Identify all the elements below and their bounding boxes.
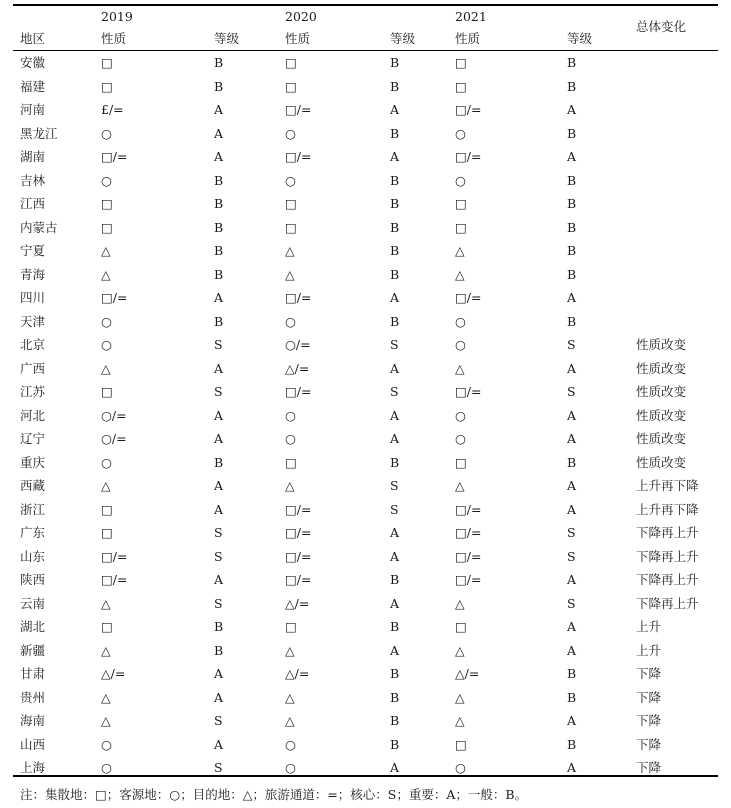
region-cell: 吉林 <box>20 172 46 188</box>
nature-2021-cell: △ <box>455 478 465 493</box>
nature-2019-cell: ○ <box>101 313 112 329</box>
table-row <box>0 709 731 733</box>
region-cell: 青海 <box>20 266 46 282</box>
nature-header-2021: 性质 <box>455 31 481 46</box>
grade-2021-cell: B <box>567 172 577 188</box>
grade-2020-cell: S <box>390 501 399 517</box>
grade-2021-cell: A <box>567 149 577 164</box>
grade-2019-cell: B <box>214 196 224 211</box>
grade-2021-cell: B <box>567 454 577 470</box>
nature-2020-cell: △ <box>285 243 295 258</box>
nature-2021-cell: □/= <box>455 501 482 517</box>
table-bottom-rule <box>13 775 718 777</box>
table-row <box>0 357 731 381</box>
grade-2021-cell: S <box>567 525 576 540</box>
region-cell: 山东 <box>20 548 46 564</box>
region-cell: 湖南 <box>20 149 46 164</box>
nature-2020-cell: ○ <box>285 125 296 141</box>
grade-2019-cell: S <box>214 713 223 728</box>
grade-header-2021: 等级 <box>567 31 593 46</box>
grade-2020-cell: B <box>390 172 400 188</box>
change-cell: 上升再下降 <box>636 478 699 493</box>
table-row <box>0 686 731 710</box>
nature-2019-cell: □/= <box>101 149 128 164</box>
grade-2019-cell: S <box>214 525 223 540</box>
table-row <box>0 192 731 216</box>
change-cell: 性质改变 <box>636 431 687 446</box>
change-cell: 下降再上升 <box>636 548 699 564</box>
region-cell: 广东 <box>20 525 46 540</box>
nature-2020-cell: □/= <box>285 525 312 540</box>
grade-2020-cell: A <box>390 431 400 446</box>
grade-2021-cell: B <box>567 55 577 70</box>
nature-2020-cell: △ <box>285 478 295 493</box>
table-row <box>0 216 731 240</box>
table-row <box>0 521 731 545</box>
table-row <box>0 75 731 99</box>
grade-2019-cell: A <box>214 736 224 752</box>
nature-2019-cell: △ <box>101 360 111 376</box>
nature-header-2020: 性质 <box>285 31 311 46</box>
region-cell: 辽宁 <box>20 431 46 446</box>
region-cell: 天津 <box>20 313 46 329</box>
change-cell: 下降 <box>636 736 662 752</box>
region-cell: 湖北 <box>20 619 46 634</box>
grade-2021-cell: B <box>567 243 577 258</box>
nature-2019-cell: □ <box>101 78 113 94</box>
nature-2020-cell: □ <box>285 219 297 235</box>
region-cell: 安徽 <box>20 55 46 70</box>
region-cell: 北京 <box>20 337 46 352</box>
grade-2019-cell: B <box>214 642 224 658</box>
region-cell: 宁夏 <box>20 243 46 258</box>
region-cell: 山西 <box>20 736 46 752</box>
change-cell: 下降 <box>636 689 662 705</box>
table-top-rule <box>13 4 718 6</box>
grade-2020-cell: A <box>390 525 400 540</box>
region-cell: 广西 <box>20 360 46 376</box>
grade-2020-cell: A <box>390 149 400 164</box>
nature-2021-cell: □/= <box>455 384 482 399</box>
grade-2020-cell: B <box>390 78 400 94</box>
nature-2021-cell: □/= <box>455 290 482 305</box>
grade-2021-cell: A <box>567 290 577 305</box>
grade-2019-cell: A <box>214 102 224 117</box>
nature-2021-cell: △ <box>455 713 465 728</box>
grade-2021-cell: S <box>567 595 576 611</box>
region-cell: 黑龙江 <box>20 125 58 141</box>
grade-2019-cell: S <box>214 595 223 611</box>
nature-2021-cell: △ <box>455 689 465 705</box>
table-row <box>0 404 731 428</box>
nature-2021-cell: □ <box>455 78 467 94</box>
year-header-2020: 2020 <box>285 9 317 24</box>
nature-2019-cell: △ <box>101 713 111 728</box>
table-row <box>0 545 731 569</box>
grade-2021-cell: A <box>567 102 577 117</box>
table-row <box>0 474 731 498</box>
region-cell: 河北 <box>20 407 46 423</box>
grade-2021-cell: B <box>567 78 577 94</box>
grade-2021-cell: B <box>567 196 577 211</box>
grade-2019-cell: A <box>214 407 224 423</box>
region-header: 地区 <box>20 31 46 46</box>
grade-2020-cell: B <box>390 313 400 329</box>
grade-2021-cell: A <box>567 431 577 446</box>
grade-2020-cell: B <box>390 619 400 634</box>
region-cell: 新疆 <box>20 642 46 658</box>
table-row <box>0 169 731 193</box>
nature-2021-cell: ○ <box>455 407 466 423</box>
grade-2020-cell: B <box>390 666 400 681</box>
table-row <box>0 145 731 169</box>
nature-2019-cell: £/= <box>101 102 124 117</box>
table-row <box>0 662 731 686</box>
nature-2020-cell: ○ <box>285 431 296 446</box>
table-row <box>0 239 731 263</box>
change-cell: 下降 <box>636 713 662 728</box>
nature-2021-cell: □ <box>455 196 467 211</box>
grade-2020-cell: A <box>390 595 400 611</box>
nature-2021-cell: △/= <box>455 666 480 681</box>
nature-2020-cell: △ <box>285 266 295 282</box>
table-row <box>0 98 731 122</box>
table-body <box>0 51 731 780</box>
table-row <box>0 427 731 451</box>
grade-2019-cell: A <box>214 666 224 681</box>
nature-2019-cell: □ <box>101 525 113 540</box>
nature-2019-cell: ○ <box>101 337 112 352</box>
nature-2019-cell: △ <box>101 478 111 493</box>
nature-2020-cell: □ <box>285 619 297 634</box>
grade-2020-cell: B <box>390 689 400 705</box>
grade-2021-cell: A <box>567 360 577 376</box>
table-row <box>0 286 731 310</box>
nature-2019-cell: ○ <box>101 172 112 188</box>
region-cell: 内蒙古 <box>20 219 58 235</box>
nature-2021-cell: □ <box>455 219 467 235</box>
nature-2020-cell: □/= <box>285 290 312 305</box>
grade-2019-cell: A <box>214 572 224 587</box>
nature-2020-cell: △ <box>285 642 295 658</box>
nature-2019-cell: ○ <box>101 736 112 752</box>
grade-2020-cell: B <box>390 125 400 141</box>
nature-2019-cell: □/= <box>101 290 128 305</box>
grade-2019-cell: B <box>214 619 224 634</box>
change-cell: 性质改变 <box>636 360 687 376</box>
grade-2019-cell: B <box>214 243 224 258</box>
nature-2019-cell: □ <box>101 501 113 517</box>
grade-2021-cell: B <box>567 125 577 141</box>
region-cell: 福建 <box>20 78 46 94</box>
grade-2021-cell: S <box>567 384 576 399</box>
table-row <box>0 333 731 357</box>
nature-2021-cell: ○ <box>455 313 466 329</box>
region-cell: 四川 <box>20 290 46 305</box>
nature-2019-cell: □/= <box>101 548 128 564</box>
region-cell: 陕西 <box>20 572 46 587</box>
grade-2020-cell: B <box>390 55 400 70</box>
grade-2019-cell: B <box>214 454 224 470</box>
nature-2020-cell: △/= <box>285 666 310 681</box>
grade-2020-cell: S <box>390 384 399 399</box>
nature-2021-cell: □ <box>455 55 467 70</box>
table-row <box>0 639 731 663</box>
nature-2019-cell: ○ <box>101 760 112 775</box>
grade-2020-cell: B <box>390 454 400 470</box>
year-header-2021: 2021 <box>455 9 487 24</box>
grade-2020-cell: A <box>390 290 400 305</box>
nature-2021-cell: △ <box>455 360 465 376</box>
grade-header-2020: 等级 <box>390 31 416 46</box>
grade-2019-cell: B <box>214 266 224 282</box>
grade-2020-cell: B <box>390 736 400 752</box>
region-cell: 西藏 <box>20 478 46 493</box>
grade-2019-cell: B <box>214 313 224 329</box>
grade-2019-cell: B <box>214 172 224 188</box>
grade-2019-cell: A <box>214 360 224 376</box>
nature-2019-cell: △ <box>101 243 111 258</box>
nature-2020-cell: ○ <box>285 736 296 752</box>
nature-2020-cell: △/= <box>285 360 310 376</box>
nature-2020-cell: ○/= <box>285 337 311 352</box>
grade-2020-cell: B <box>390 572 400 587</box>
grade-2019-cell: S <box>214 760 223 775</box>
change-cell: 性质改变 <box>636 454 687 470</box>
grade-2020-cell: S <box>390 337 399 352</box>
grade-2021-cell: B <box>567 689 577 705</box>
nature-2020-cell: ○ <box>285 407 296 423</box>
nature-2019-cell: △ <box>101 266 111 282</box>
grade-2021-cell: B <box>567 736 577 752</box>
nature-2021-cell: □/= <box>455 102 482 117</box>
nature-2021-cell: ○ <box>455 125 466 141</box>
region-cell: 江西 <box>20 196 46 211</box>
change-cell: 性质改变 <box>636 337 687 352</box>
nature-2020-cell: ○ <box>285 760 296 775</box>
grade-2021-cell: S <box>567 337 576 352</box>
change-cell: 上升再下降 <box>636 501 699 517</box>
nature-2021-cell: △ <box>455 595 465 611</box>
nature-2021-cell: □ <box>455 454 467 470</box>
grade-2019-cell: B <box>214 219 224 235</box>
grade-2019-cell: B <box>214 78 224 94</box>
table-row <box>0 310 731 334</box>
nature-2020-cell: □/= <box>285 384 312 399</box>
grade-2021-cell: A <box>567 642 577 658</box>
change-cell: 下降再上升 <box>636 525 699 540</box>
grade-2021-cell: A <box>567 478 577 493</box>
change-cell: 下降 <box>636 666 662 681</box>
grade-header-2019: 等级 <box>214 31 240 46</box>
nature-2021-cell: ○ <box>455 172 466 188</box>
nature-2020-cell: □ <box>285 78 297 94</box>
grade-2019-cell: A <box>214 431 224 446</box>
grade-2020-cell: S <box>390 478 399 493</box>
table-row <box>0 51 731 75</box>
change-cell: 下降再上升 <box>636 572 699 587</box>
grade-2020-cell: A <box>390 642 400 658</box>
grade-2019-cell: A <box>214 478 224 493</box>
nature-2020-cell: □ <box>285 55 297 70</box>
nature-2020-cell: △ <box>285 713 295 728</box>
grade-2021-cell: B <box>567 666 577 681</box>
nature-2019-cell: △ <box>101 642 111 658</box>
nature-2021-cell: △ <box>455 266 465 282</box>
change-header: 总体变化 <box>636 19 687 34</box>
grade-2021-cell: A <box>567 619 577 634</box>
region-cell: 海南 <box>20 713 46 728</box>
grade-2021-cell: A <box>567 572 577 587</box>
table-row <box>0 451 731 475</box>
nature-2020-cell: □/= <box>285 572 312 587</box>
nature-2020-cell: ○ <box>285 172 296 188</box>
nature-2019-cell: □ <box>101 384 113 399</box>
grade-2019-cell: A <box>214 689 224 705</box>
grade-2019-cell: A <box>214 149 224 164</box>
region-cell: 江苏 <box>20 384 46 399</box>
region-cell: 上海 <box>20 760 46 775</box>
grade-2020-cell: A <box>390 548 400 564</box>
nature-2019-cell: △ <box>101 595 111 611</box>
change-cell: 性质改变 <box>636 384 687 399</box>
grade-2021-cell: B <box>567 313 577 329</box>
grade-2021-cell: B <box>567 219 577 235</box>
grade-2020-cell: B <box>390 266 400 282</box>
table-row <box>0 498 731 522</box>
change-cell: 上升 <box>636 619 662 634</box>
grade-2020-cell: B <box>390 196 400 211</box>
change-cell: 下降 <box>636 760 662 775</box>
nature-2019-cell: □/= <box>101 572 128 587</box>
change-cell: 下降再上升 <box>636 595 699 611</box>
region-cell: 云南 <box>20 595 46 611</box>
nature-2020-cell: □/= <box>285 149 312 164</box>
table-row <box>0 380 731 404</box>
grade-2021-cell: S <box>567 548 576 564</box>
nature-2021-cell: ○ <box>455 431 466 446</box>
nature-2019-cell: △/= <box>101 666 126 681</box>
grade-2020-cell: B <box>390 713 400 728</box>
grade-2021-cell: A <box>567 501 577 517</box>
grade-2021-cell: B <box>567 266 577 282</box>
grade-2021-cell: A <box>567 760 577 775</box>
region-cell: 浙江 <box>20 501 46 517</box>
nature-2021-cell: ○ <box>455 337 466 352</box>
nature-2021-cell: □/= <box>455 149 482 164</box>
region-cell: 贵州 <box>20 689 46 705</box>
nature-2019-cell: ○ <box>101 125 112 141</box>
grade-2019-cell: S <box>214 548 223 564</box>
nature-2019-cell: □ <box>101 196 113 211</box>
nature-header-2019: 性质 <box>101 31 127 46</box>
nature-2020-cell: □/= <box>285 102 312 117</box>
change-cell: 上升 <box>636 642 662 658</box>
nature-2019-cell: □ <box>101 219 113 235</box>
nature-2021-cell: □/= <box>455 525 482 540</box>
nature-2021-cell: □/= <box>455 548 482 564</box>
region-cell: 重庆 <box>20 454 46 470</box>
grade-2020-cell: A <box>390 360 400 376</box>
nature-2019-cell: ○/= <box>101 407 127 423</box>
nature-2020-cell: ○ <box>285 313 296 329</box>
region-cell: 河南 <box>20 102 46 117</box>
table-note: 注：集散地：□；客源地：○；目的地：△；旅游通道：=；核心：S；重要：A；一般：B。 <box>20 787 528 802</box>
nature-2021-cell: △ <box>455 642 465 658</box>
change-cell: 性质改变 <box>636 407 687 423</box>
nature-2021-cell: △ <box>455 243 465 258</box>
grade-2020-cell: A <box>390 407 400 423</box>
grade-2019-cell: A <box>214 290 224 305</box>
region-cell: 甘肃 <box>20 666 46 681</box>
grade-2021-cell: A <box>567 407 577 423</box>
nature-2021-cell: ○ <box>455 760 466 775</box>
table-row <box>0 615 731 639</box>
nature-2020-cell: □/= <box>285 501 312 517</box>
nature-2019-cell: □ <box>101 55 113 70</box>
grade-2020-cell: A <box>390 760 400 775</box>
nature-2021-cell: □ <box>455 736 467 752</box>
nature-2020-cell: △/= <box>285 595 310 611</box>
nature-2021-cell: □ <box>455 619 467 634</box>
nature-2021-cell: □/= <box>455 572 482 587</box>
nature-2020-cell: △ <box>285 689 295 705</box>
grade-2020-cell: A <box>390 102 400 117</box>
nature-2020-cell: □/= <box>285 548 312 564</box>
year-header-2019: 2019 <box>101 9 133 24</box>
grade-2019-cell: S <box>214 337 223 352</box>
nature-2020-cell: □ <box>285 196 297 211</box>
table-row <box>0 568 731 592</box>
table-row <box>0 733 731 757</box>
grade-2019-cell: A <box>214 125 224 141</box>
grade-2019-cell: B <box>214 55 224 70</box>
nature-2020-cell: □ <box>285 454 297 470</box>
nature-2019-cell: ○/= <box>101 431 127 446</box>
grade-2021-cell: A <box>567 713 577 728</box>
grade-2019-cell: S <box>214 384 223 399</box>
table-row <box>0 122 731 146</box>
nature-2019-cell: △ <box>101 689 111 705</box>
nature-2019-cell: □ <box>101 619 113 634</box>
grade-2019-cell: A <box>214 501 224 517</box>
grade-2020-cell: B <box>390 243 400 258</box>
grade-2020-cell: B <box>390 219 400 235</box>
table-row <box>0 592 731 616</box>
nature-2019-cell: ○ <box>101 454 112 470</box>
table-row <box>0 263 731 287</box>
